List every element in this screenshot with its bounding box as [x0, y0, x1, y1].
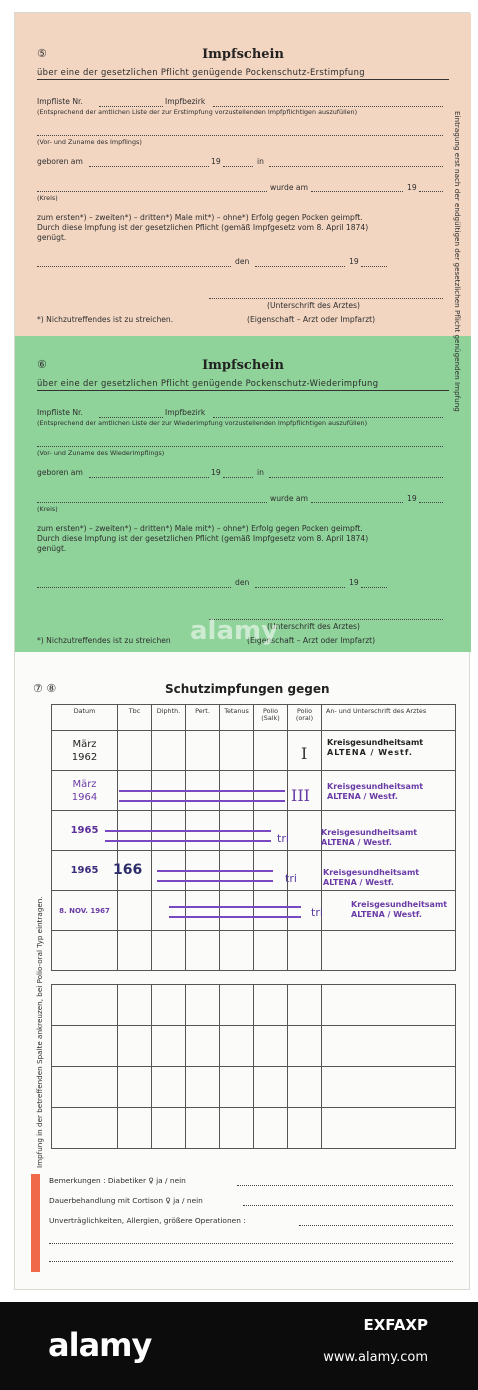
name-field[interactable]: [37, 135, 443, 136]
section-subtitle: über eine der gesetzlichen Pflicht genügende Pockenschutz-Wiederimpfung: [37, 378, 449, 391]
header-pert: Pert.: [186, 705, 220, 731]
polio-type: III: [291, 786, 310, 805]
liste-note: (Entsprechend der amtlichen Liste der zur Wiederimpfung vorzustellenden Impfpflichtigen auszufüllen): [37, 419, 368, 427]
geboren-field[interactable]: [89, 477, 209, 478]
section-number: ⑤: [37, 47, 47, 60]
zum-ersten-line: zum ersten*) – zweiten*) – dritten*) Male mit*) – ohne*) Erfolg gegen Pocken geimpft.: [37, 213, 363, 222]
year-field[interactable]: [223, 477, 253, 478]
watermark-overlay: alamy: [190, 616, 279, 646]
stock-url: www.alamy.com: [323, 1350, 428, 1365]
strike-line: [105, 840, 271, 842]
remarks-marker: [31, 1174, 40, 1272]
stamp: Kreisgesundheitsamt ALTENA / Westf.: [323, 868, 420, 887]
date-cell: 1965: [52, 851, 118, 891]
year-field-3[interactable]: [361, 266, 387, 267]
eigenschaft-label: (Eigenschaft – Arzt oder Impfarzt): [247, 636, 376, 645]
section-title: Impfschein: [202, 47, 284, 62]
kreis-field[interactable]: [37, 502, 267, 503]
year-prefix: 19: [211, 468, 221, 477]
impfbezirk-field[interactable]: [213, 106, 443, 107]
genuegt-label: genügt.: [37, 544, 67, 553]
year-prefix-2: 19: [407, 494, 417, 503]
unvertraeglich-label: Unverträglichkeiten, Allergien, größere Operationen :: [49, 1216, 246, 1225]
header-datum: Datum: [52, 705, 118, 731]
strike-line: [119, 800, 285, 802]
wurde-am-field[interactable]: [311, 502, 403, 503]
table-row: [52, 1026, 456, 1067]
strike-line: [169, 906, 301, 908]
den-label: den: [235, 257, 250, 266]
name-field[interactable]: [37, 446, 443, 447]
strike-line: [157, 880, 273, 882]
year-prefix-3: 19: [349, 578, 359, 587]
stock-footer: [0, 1302, 478, 1390]
stamp: Kreisgesundheitsamt ALTENA / Westf.: [351, 900, 448, 919]
date-cell: 8. NOV. 1967: [52, 891, 118, 931]
header-polio-salk: Polio (Salk): [254, 705, 288, 731]
year-prefix-2: 19: [407, 183, 417, 192]
place-field[interactable]: [269, 166, 443, 167]
side-note-left: Impfung in der betreffenden Spalte ankreuzen, bei Polio-oral Typ eintragen.: [35, 896, 44, 1168]
place-field[interactable]: [269, 477, 443, 478]
nichtzutreffendes-note: *) Nichzutreffendes ist zu streichen.: [37, 315, 174, 324]
date-cell: 1965: [52, 811, 118, 851]
polio-type: tri: [285, 872, 297, 885]
impfbezirk-label: Impfbezirk: [165, 408, 206, 417]
vaccination-table-2: [51, 984, 456, 1149]
table-row: [52, 1108, 456, 1149]
image-code: EXFAXP: [363, 1316, 428, 1334]
name-label: (Vor- und Zuname des Impflings): [37, 138, 142, 146]
side-note-right: Eintragung erst nach der endgültigen der gesetzlichen Pflicht genügenden Impfung: [453, 111, 462, 412]
durch-line: Durch diese Impfung ist der gesetzlichen Pflicht (gemäß Impfgesetz vom 8. April 1874): [37, 534, 369, 543]
impfliste-label: Impfliste Nr.: [37, 408, 83, 417]
unvertraeglich-field[interactable]: [299, 1225, 453, 1226]
header-tbc: Tbc: [118, 705, 152, 731]
unterschrift-label: (Unterschrift des Arztes): [267, 301, 360, 310]
year-field-2[interactable]: [419, 191, 443, 192]
section-7-8-schutzimpfungen: [15, 652, 471, 1291]
durch-line: Durch diese Impfung ist der gesetzlichen Pflicht (gemäß Impfgesetz vom 8. April 1874): [37, 223, 369, 232]
header-arzt: An- und Unterschrift des Arztes: [322, 705, 456, 731]
section-5-erstimpfung: [15, 13, 471, 336]
handwritten-note: 166: [113, 862, 143, 878]
den-field[interactable]: [255, 266, 345, 267]
bemerkungen-label: Bemerkungen : Diabetiker ♀ ja / nein: [49, 1176, 186, 1185]
section-6-wiederimpfung: [15, 336, 471, 652]
signature-field[interactable]: [209, 298, 443, 299]
wurde-am-label: wurde am: [270, 183, 308, 192]
in-label: in: [257, 468, 264, 477]
bemerkungen-field[interactable]: [237, 1185, 453, 1186]
header-polio-oral: Polio (oral): [288, 705, 322, 731]
dauerbehandlung-field[interactable]: [243, 1205, 453, 1206]
geboren-label: geboren am: [37, 468, 83, 477]
stamp: Kreisgesundheitsamt ALTENA / Westf.: [321, 828, 418, 847]
section-subtitle: über eine der gesetzlichen Pflicht genügende Pockenschutz-Erstimpfung: [37, 67, 449, 80]
vaccination-certificate: [14, 12, 470, 1290]
header-tetanus: Tetanus: [220, 705, 254, 731]
nichtzutreffendes-note: *) Nichzutreffendes ist zu streichen: [37, 636, 171, 645]
year-field-3[interactable]: [361, 587, 387, 588]
strike-line: [157, 870, 273, 872]
year-prefix-3: 19: [349, 257, 359, 266]
remarks-line[interactable]: [49, 1243, 453, 1244]
year-prefix: 19: [211, 157, 221, 166]
section-numbers: ⑦ ⑧: [33, 682, 57, 695]
liste-note: (Entsprechend der amtlichen Liste der zur Erstimpfung vorzustellenden Impfpflichtigen auszufüllen): [37, 108, 358, 116]
table-title: Schutzimpfungen gegen: [165, 682, 330, 696]
place-sign-field[interactable]: [37, 266, 231, 267]
wurde-am-label: wurde am: [270, 494, 308, 503]
polio-type: tri: [277, 832, 289, 845]
kreis-label: (Kreis): [37, 505, 58, 513]
zum-ersten-line: zum ersten*) – zweiten*) – dritten*) Male mit*) – ohne*) Erfolg gegen Pocken geimpft.: [37, 524, 363, 533]
remarks-line[interactable]: [49, 1261, 453, 1262]
impfliste-label: Impfliste Nr.: [37, 97, 83, 106]
in-label: in: [257, 157, 264, 166]
kreis-field[interactable]: [37, 191, 267, 192]
genuegt-label: genügt.: [37, 233, 67, 242]
date-cell: März 1962: [52, 731, 118, 771]
year-field[interactable]: [223, 166, 253, 167]
unterschrift-label: (Unterschrift des Arztes): [267, 622, 360, 631]
strike-line: [169, 916, 301, 918]
name-label: (Vor- und Zuname des Wiederimpflings): [37, 449, 165, 457]
year-field-2[interactable]: [419, 502, 443, 503]
impfbezirk-field[interactable]: [213, 417, 443, 418]
stamp: Kreisgesundheitsamt ALTENA / Westf.: [327, 782, 424, 801]
wurde-am-field[interactable]: [311, 191, 403, 192]
polio-type: tri: [311, 906, 323, 919]
section-title: Impfschein: [202, 358, 284, 373]
impfbezirk-label: Impfbezirk: [165, 97, 206, 106]
eigenschaft-label: (Eigenschaft – Arzt oder Impfarzt): [247, 315, 376, 324]
den-field[interactable]: [255, 587, 345, 588]
date-cell: März 1964: [52, 771, 118, 811]
header-diphth: Diphth.: [152, 705, 186, 731]
geboren-field[interactable]: [89, 166, 209, 167]
polio-type: I: [301, 744, 308, 763]
table-row: [52, 931, 456, 971]
table-row: [52, 1067, 456, 1108]
stamp: Kreisgesundheitsamt ALTENA / Westf.: [327, 738, 424, 757]
impfliste-field[interactable]: [99, 417, 163, 418]
dauerbehandlung-label: Dauerbehandlung mit Cortison ♀ ja / nein: [49, 1196, 203, 1205]
strike-line: [105, 830, 271, 832]
strike-line: [119, 790, 285, 792]
table-row: [52, 985, 456, 1026]
kreis-label: (Kreis): [37, 194, 58, 202]
impfliste-field[interactable]: [99, 106, 163, 107]
den-label: den: [235, 578, 250, 587]
geboren-label: geboren am: [37, 157, 83, 166]
alamy-logo: alamy: [48, 1326, 152, 1364]
place-sign-field[interactable]: [37, 587, 231, 588]
section-number: ⑥: [37, 358, 47, 371]
